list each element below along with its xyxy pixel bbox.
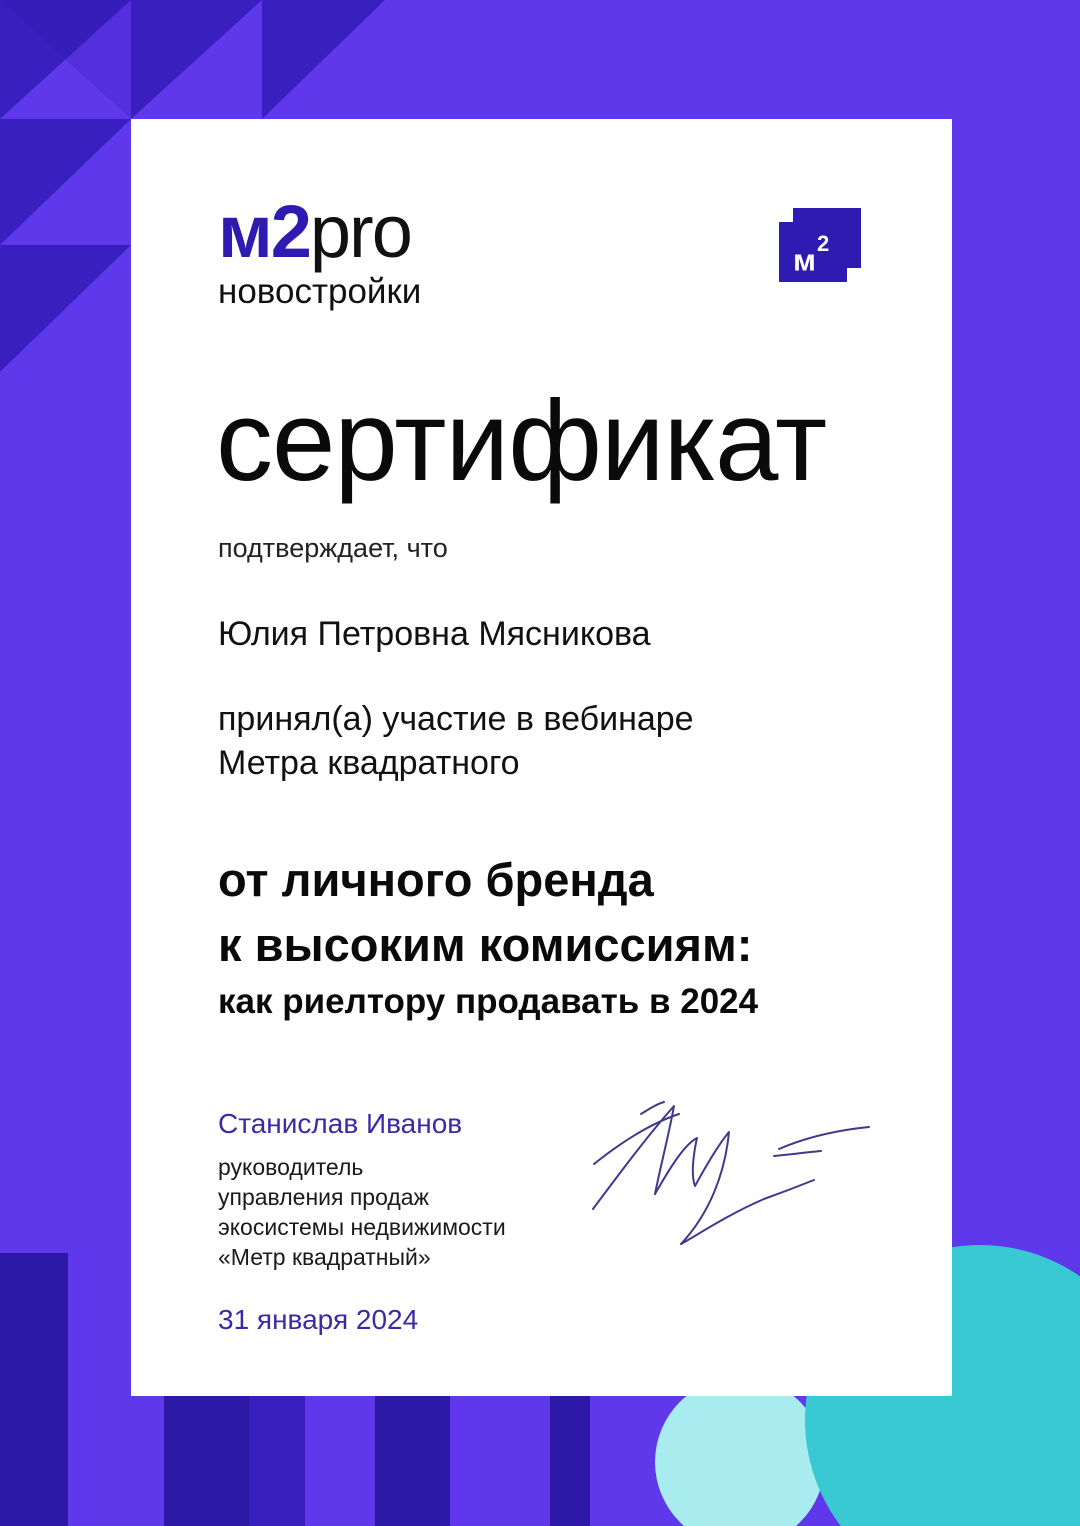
certificate-date: 31 января 2024 xyxy=(218,1304,419,1335)
handwritten-signature-icon xyxy=(589,1094,879,1254)
participation-text xyxy=(218,697,694,785)
logo-m2-text: м2 xyxy=(218,190,310,273)
logo-subtitle: новостройки xyxy=(218,272,422,311)
badge-letter: м xyxy=(793,242,816,278)
certificate-card xyxy=(131,119,952,1396)
signer-name: Станислав Иванов xyxy=(218,1108,463,1139)
signer-position-line-4: «Метр квадратный» xyxy=(218,1244,431,1270)
badge-superscript: 2 xyxy=(816,231,830,256)
webinar-title-line-3: как риелтору продавать в 2024 xyxy=(218,982,759,1021)
m2-square-logo-icon xyxy=(779,208,861,282)
recipient-name: Юлия Петровна Мясникова xyxy=(218,615,651,653)
participation-line-2: Метра квадратного xyxy=(218,744,520,782)
signer-position-line-3: экосистемы недвижимости xyxy=(218,1214,506,1240)
m2pro-logo xyxy=(218,190,411,273)
webinar-title-line-1: от личного бренда xyxy=(218,853,654,906)
confirms-text: подтверждает, что xyxy=(218,533,448,563)
webinar-title-line-2: к высоким комиссиям: xyxy=(218,918,753,971)
signer-position-line-2: управления продаж xyxy=(218,1184,429,1210)
logo-pro-text: pro xyxy=(309,190,411,273)
signer-position-line-1: руководитель xyxy=(218,1154,364,1180)
participation-line-1: принял(а) участие в вебинаре xyxy=(218,700,694,738)
badge-label xyxy=(793,231,830,278)
signer-position xyxy=(218,1152,506,1272)
certificate-title: сертификат xyxy=(216,378,827,505)
